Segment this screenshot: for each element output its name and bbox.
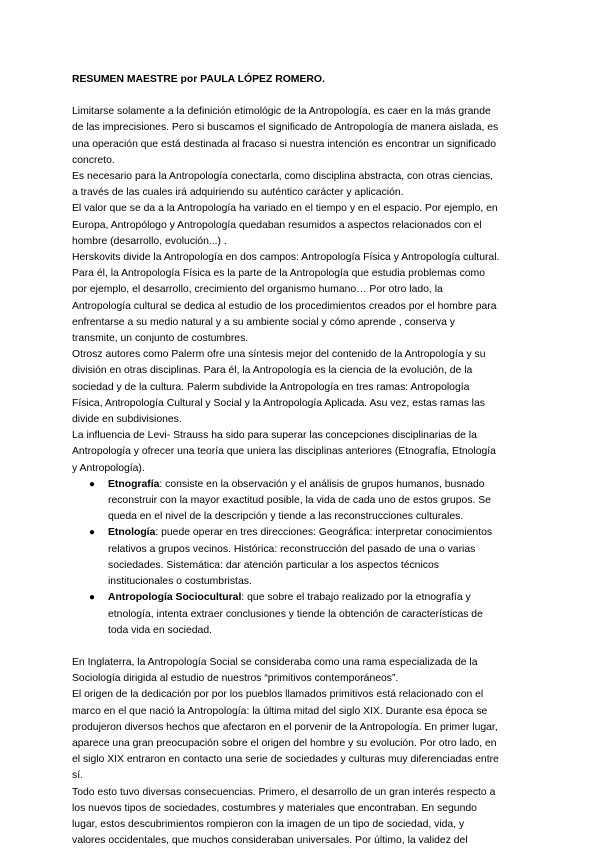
- bullet-icon: ●: [89, 527, 96, 539]
- list-item-text: : puede operar en tres direcciones: Geográfica: interpretar conocimientos relativos a grupos vecinos. Histórica: reconstrucción del pasado de una o varias sociedades. Sistemática: dar atención particular a los aspectos técnicos institucionales o costumbristas.: [108, 527, 493, 588]
- paragraph-levi-strauss: La influencia de Levi- Strauss ha sido para superar las concepciones disciplinarias de la Antropología y ofrecer una teoría que uniera las disciplinas anteriores (Etnografía, Etnología y Antropología).: [72, 430, 496, 474]
- list-item-etnologia: [89, 525, 500, 590]
- paragraph-origen: El origen de la dedicación por por los pueblos llamados primitivos está relacionado con el marco en el que nació la Antropología: la última mitad del siglo XIX. Durante esa época se produjeron diversos hechos que afectaron en el porvenir de la Antropología. En primer lugar, aparece una gran preocupación sobre el origen del hombre y su evolución. Por otro lado, en el siglo XIX entraron en contacto una serie de sociedades y culturas muy diferenciadas entre sí.: [72, 689, 499, 782]
- document-title: RESUMEN MAESTRE por PAULA LÓPEZ ROMERO.: [72, 74, 325, 85]
- list-item-term: Etnografía: [108, 478, 160, 490]
- list-item-term: Antropología Sociocultural: [108, 592, 242, 604]
- disciplines-list: [72, 477, 500, 639]
- paragraph-consecuencias: Todo esto tuvo diversas consecuencias. Primero, el desarrollo de un gran interés respecto a los nuevos tipos de sociedades, costumbres y materiales que encontraban. En segundo lugar, estos descubrimientos rompieron con la imagen de un tipo de sociedad, vida, y valores occidentales, que muchos consideraban universales. Por último, la validez del: [72, 786, 496, 847]
- bullet-icon: ●: [89, 478, 96, 490]
- list-item-text: : consiste en la observación y el análisis de grupos humanos, busnado reconstruir con la mayor exactitud posible, la vida de cada uno de estos grupos. Se queda en el nivel de la descripción y tiende a las reconstrucciones culturales.: [108, 478, 491, 523]
- paragraph-definition: Limitarse solamente a la definición etimológic de la Antropología, es caer en la más grande de las imprecisiones. Pero si buscamos el significado de Antropología de manera aislada, es una operación que está destinada al fracaso si nuestra intención es encontrar un significado concreto.: [72, 106, 499, 166]
- list-item-antropologia-sociocultural: [89, 590, 500, 639]
- paragraph-value: El valor que se da a la Antropología ha variado en el tiempo y en el espacio. Por ejemplo, en Europa, Antropólogo y Antropología quedaban resumidos a aspectos relacionados con el hombre (desarrollo, evolución...) .: [72, 203, 498, 247]
- paragraph-connection: Es necesario para la Antropología conectarla, como disciplina abstracta, con otras ciencias, a través de las cuales irá adquiriendo su auténtico carácter y aplicación.: [72, 171, 494, 199]
- list-item-text: : que sobre el trabajo realizado por la etnografía y etnología, intenta extraer conclusiones y tiende la obtención de características de toda vida en sociedad.: [108, 592, 483, 636]
- paragraph-herskovits: Herskovits divide la Antropología en dos campos: Antropología Física y Antropología cultural. Para él, la Antropología Física es la parte de la Antropología que estudia problemas como por ejemplo, el desarrollo, crecimiento del organismo humano… Por otro lado, la Antropología cultural se dedica al estudio de los procedimientos creados por el hombre para enfrentarse a su medio natural y a su ambiente social y cómo aprende , conserva y transmite, un conjunto de costumbres.: [72, 252, 500, 345]
- list-item-term: Etnología: [108, 527, 156, 539]
- list-item-etnografia: [89, 477, 500, 526]
- paragraph-palerm: Otrosz autores como Palerm ofre una síntesis mejor del contenido de la Antropología y su división en otras disciplinas. Para él, la Antropología es la ciencia de la evolución, de la sociedad y de la cultura. Palerm subdivide la Antropología en tres ramas: Antropología Física, Antropología Cultural y Social y la Antropología Aplicada. Asu vez, estas ramas las divide en subdivisiones.: [72, 349, 486, 426]
- bullet-icon: ●: [89, 592, 96, 604]
- paragraph-inglaterra: En Inglaterra, la Antropología Social se consideraba como una rama especializada de la Sociología dirigida al estudio de nuestros “primitivos contemporáneos”.: [72, 656, 478, 685]
